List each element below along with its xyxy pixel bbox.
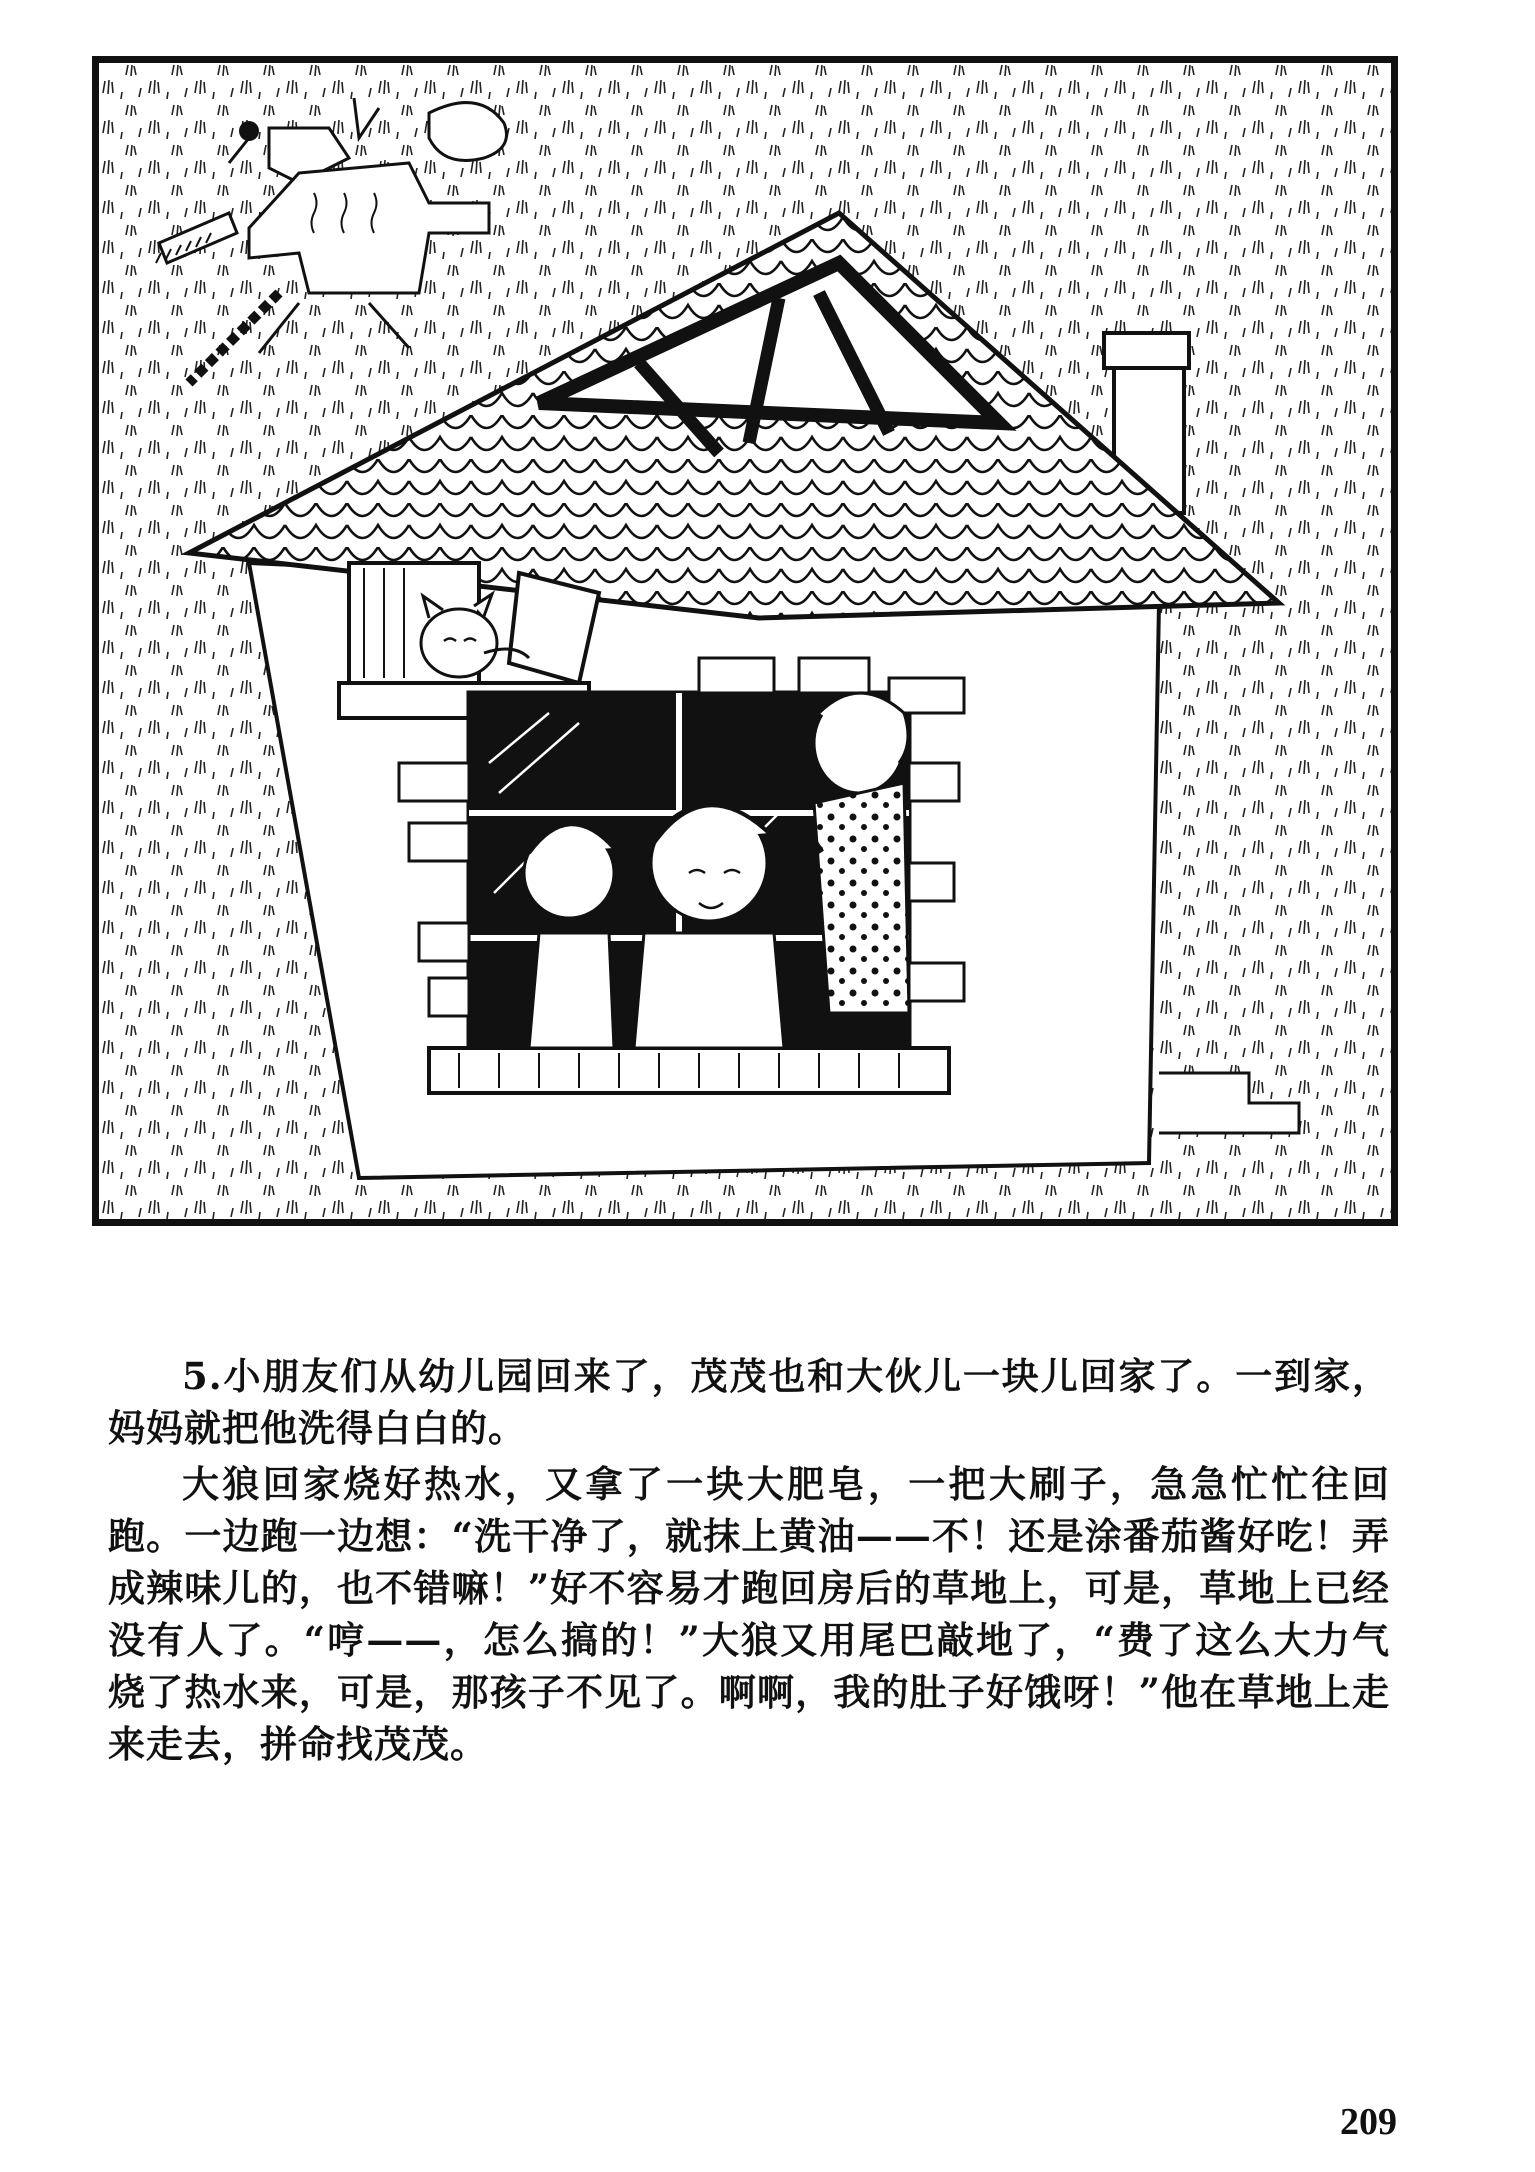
illustration-drawing <box>99 63 1391 1219</box>
story-paragraph-2: 大狼回家烧好热水，又拿了一块大肥皂，一把大刷子，急急忙忙往回跑。一边跑一边想：“洗干净了，就抹上黄油——不！还是涂番茄酱好吃！弄成辣味儿的，也不错嘛！”好不容易才跑回房后的草地上，可是，草地上已经没有人了。“哼——，怎么搞的！”大狼又用尾巴敲地了，“费了这么大力气烧了热水来，可是，那孩子不见了。啊啊，我的肚子好饿呀！”他在草地上走来走去，拼命找茂茂。 <box>108 1462 1390 1766</box>
main-window <box>399 658 964 1093</box>
story-paragraph-1: 5.小朋友们从幼儿园回来了，茂茂也和大伙儿一块儿回家了。一到家，妈妈就把他洗得白白的。 <box>108 1354 1390 1450</box>
page-number: 209 <box>1340 2101 1397 2143</box>
second-child-figure <box>524 824 614 1048</box>
story-illustration <box>92 56 1398 1226</box>
story-text <box>108 1350 1390 1774</box>
window-sill <box>429 1048 949 1093</box>
soap-icon <box>429 103 507 161</box>
